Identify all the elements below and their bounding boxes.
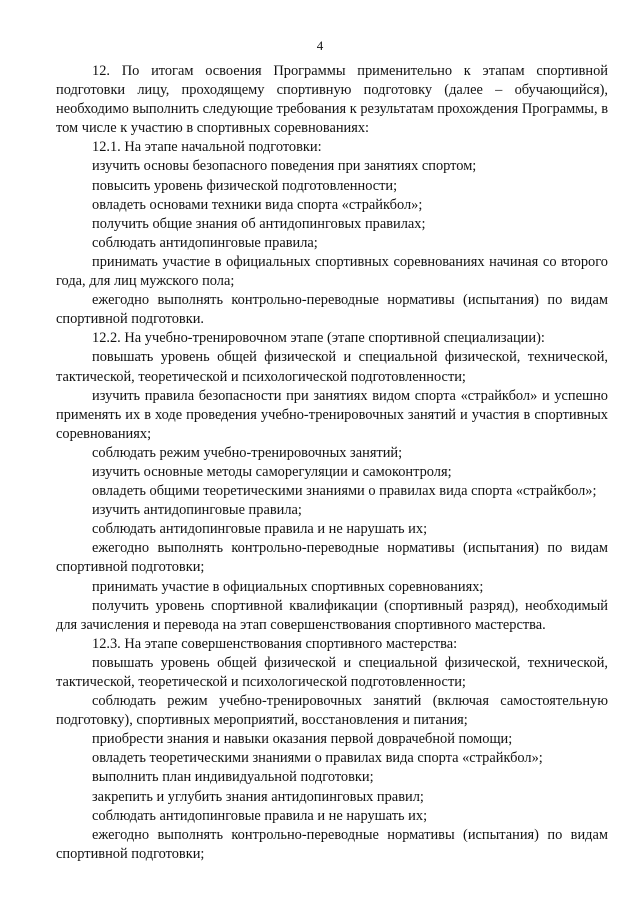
list-item: повышать уровень общей физической и специальной физической, технической, тактической, теоретической и психологической подготовленности;	[56, 654, 608, 690]
section-heading-12-3: 12.3. На этапе совершенствования спортивного мастерства:	[92, 635, 458, 652]
list-item: соблюдать антидопинговые правила и не нарушать их;	[92, 807, 428, 824]
list-item: повысить уровень физической подготовленности;	[92, 177, 398, 194]
list-item: закрепить и углубить знания антидопинговых правил;	[92, 788, 424, 805]
list-item: повышать уровень общей физической и специальной физической, технической, тактической, теоретической и психологической подготовленности;	[56, 349, 608, 385]
document-body	[56, 62, 608, 864]
list-item: ежегодно выполнять контрольно-переводные нормативы (испытания) по видам спортивной подготовки;	[56, 540, 608, 576]
paragraph-requirements-intro: 12. По итогам освоения Программы применительно к этапам спортивной подготовки лицу, проходящему спортивную подготовку (далее – обучающийся), необходимо выполнить следующие требования к результатам прохождения Программы, в том числе к участию в спортивных соревнованиях:	[56, 63, 608, 137]
list-item: ежегодно выполнять контрольно-переводные нормативы (испытания) по видам спортивной подготовки.	[56, 292, 608, 328]
list-item: получить общие знания об антидопинговых правилах;	[92, 215, 426, 232]
list-item: изучить основные методы саморегуляции и самоконтроля;	[92, 463, 452, 480]
list-item: выполнить план индивидуальной подготовки;	[92, 769, 374, 786]
list-item: овладеть теоретическими знаниями о правилах вида спорта «страйкбол»;	[92, 750, 543, 767]
list-item: получить уровень спортивной квалификации (спортивный разряд), необходимый для зачисления и перевода на этап совершенствования спортивного мастерства.	[56, 597, 608, 633]
list-item: приобрести знания и навыки оказания первой доврачебной помощи;	[92, 731, 513, 748]
page-number: 4	[316, 38, 324, 53]
list-item: принимать участие в официальных спортивных соревнованиях;	[92, 578, 484, 595]
list-item: изучить антидопинговые правила;	[92, 502, 302, 519]
section-heading-12-1: 12.1. На этапе начальной подготовки:	[92, 139, 322, 156]
list-item: соблюдать режим учебно-тренировочных занятий (включая самостоятельную подготовку), спортивных мероприятий, восстановления и питания;	[56, 693, 608, 729]
list-item: овладеть общими теоретическими знаниями о правилах вида спорта «страйкбол»;	[92, 483, 597, 500]
list-item: ежегодно выполнять контрольно-переводные нормативы (испытания) по видам спортивной подготовки;	[56, 826, 608, 862]
list-item: соблюдать антидопинговые правила и не нарушать их;	[92, 521, 428, 538]
list-item: принимать участие в официальных спортивных соревнованиях начиная со второго года, для лиц мужского пола;	[56, 253, 608, 290]
list-item: овладеть основами техники вида спорта «страйкбол»;	[92, 196, 423, 213]
list-item: изучить основы безопасного поведения при занятиях спортом;	[92, 158, 477, 175]
list-item: изучить правила безопасности при занятиях видом спорта «страйкбол» и успешно применять их в ходе проведения учебно-тренировочных занятий и участия в спортивных соревнованиях;	[56, 387, 608, 442]
list-item: соблюдать режим учебно-тренировочных занятий;	[92, 444, 403, 461]
section-heading-12-2: 12.2. На учебно-тренировочном этапе (этапе спортивной специализации):	[92, 330, 545, 347]
list-item: соблюдать антидопинговые правила;	[92, 234, 318, 251]
